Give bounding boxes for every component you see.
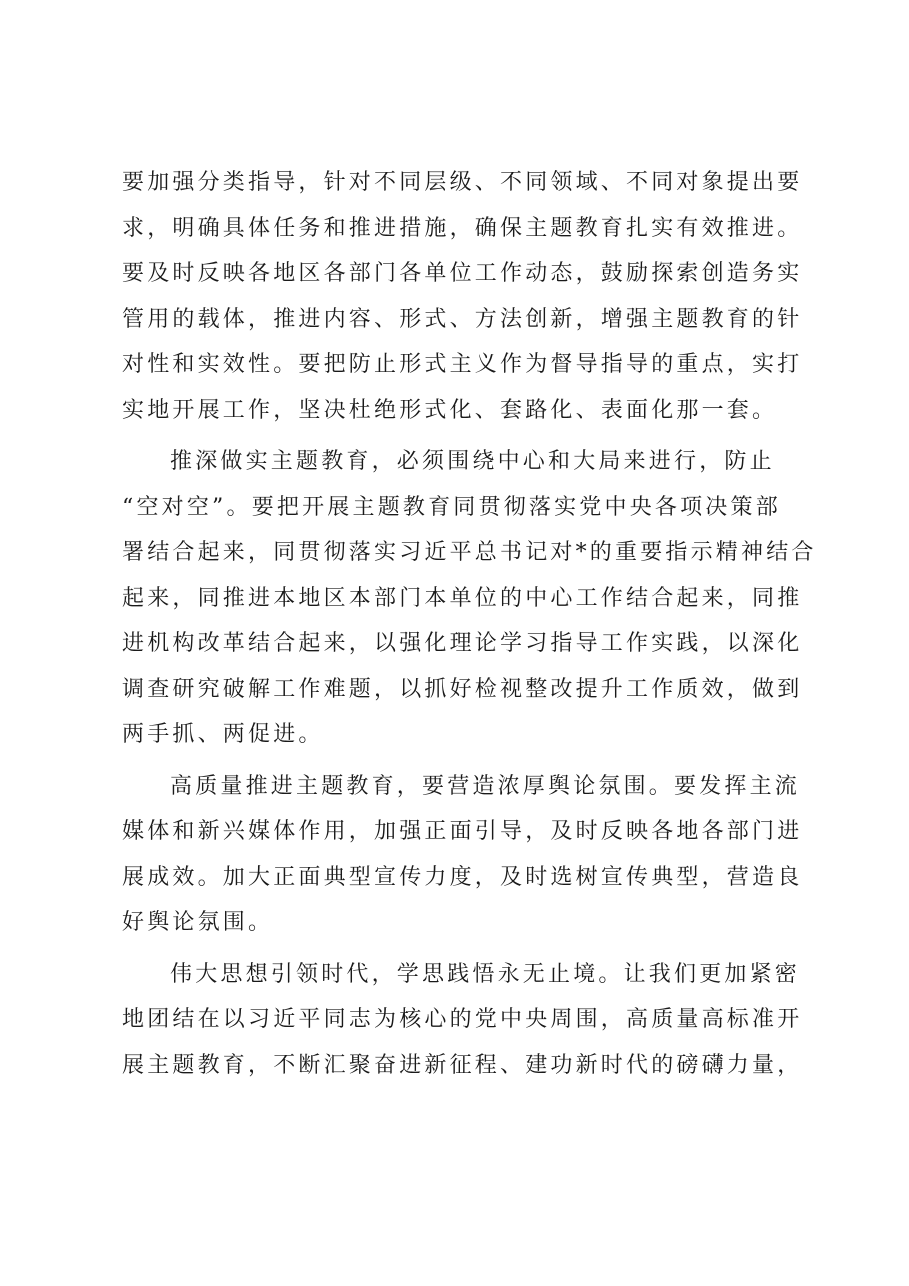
text-line: 展成效。加大正面典型宣传力度，及时选树宣传典型，营造良 [122,864,803,890]
text-line: 进机构改革结合起来，以强化理论学习指导工作实践，以深化 [122,631,803,656]
text-line: 展主题教育，不断汇聚奋进新征程、建功新时代的磅礴力量， [122,1052,803,1078]
text-line: 媒体和新兴媒体作用，加强正面引导，及时反映各地各部门进 [122,819,803,844]
text-line: 要及时反映各地区各部门各单位工作动态，鼓励探索创造务实 [122,261,803,286]
text-line: 管用的载体，推进内容、形式、方法创新，增强主题教育的针 [122,306,803,332]
paragraph-2 [122,439,817,758]
text-line: “空对空”。要把开展主题教育同贯彻落实党中央各项决策部 [122,494,781,520]
text-line: 要加强分类指导，针对不同层级、不同领域、不同对象提出要 [122,170,803,195]
paragraph-4 [122,952,802,1089]
text-line: 伟大思想引领时代，学思践悟永无止境。让我们更加紧密 [170,961,801,987]
text-line: 对性和实效性。要把防止形式主义作为督导指导的重点，实打 [122,352,803,377]
paragraph-1 [122,160,802,433]
text-line: 署结合起来，同贯彻落实习近平总书记对*的重要指示精神结合 [122,540,817,565]
document-body [122,160,817,1088]
text-line: 地团结在以习近平同志为核心的党中央周围，高质量高标准开 [122,1007,803,1032]
text-line: 起来，同推进本地区本部门本单位的中心工作结合起来，同推 [122,585,803,611]
text-line: 高质量推进主题教育，要营造浓厚舆论氛围。要发挥主流 [170,773,801,799]
text-line: 实地开展工作，坚决杜绝形式化、套路化、表面化那一套。 [122,397,778,423]
text-line: 好舆论氛围。 [122,910,274,935]
text-line: 推深做实主题教育，必须围绕中心和大局来进行，防止 [170,449,775,474]
paragraph-3 [122,764,802,946]
text-line: 调查研究破解工作难题，以抓好检视整改提升工作质效，做到 [122,676,803,702]
text-line: 两手抓、两促进。 [122,722,324,747]
text-line: 求，明确具体任务和推进措施，确保主题教育扎实有效推进。 [122,215,803,241]
